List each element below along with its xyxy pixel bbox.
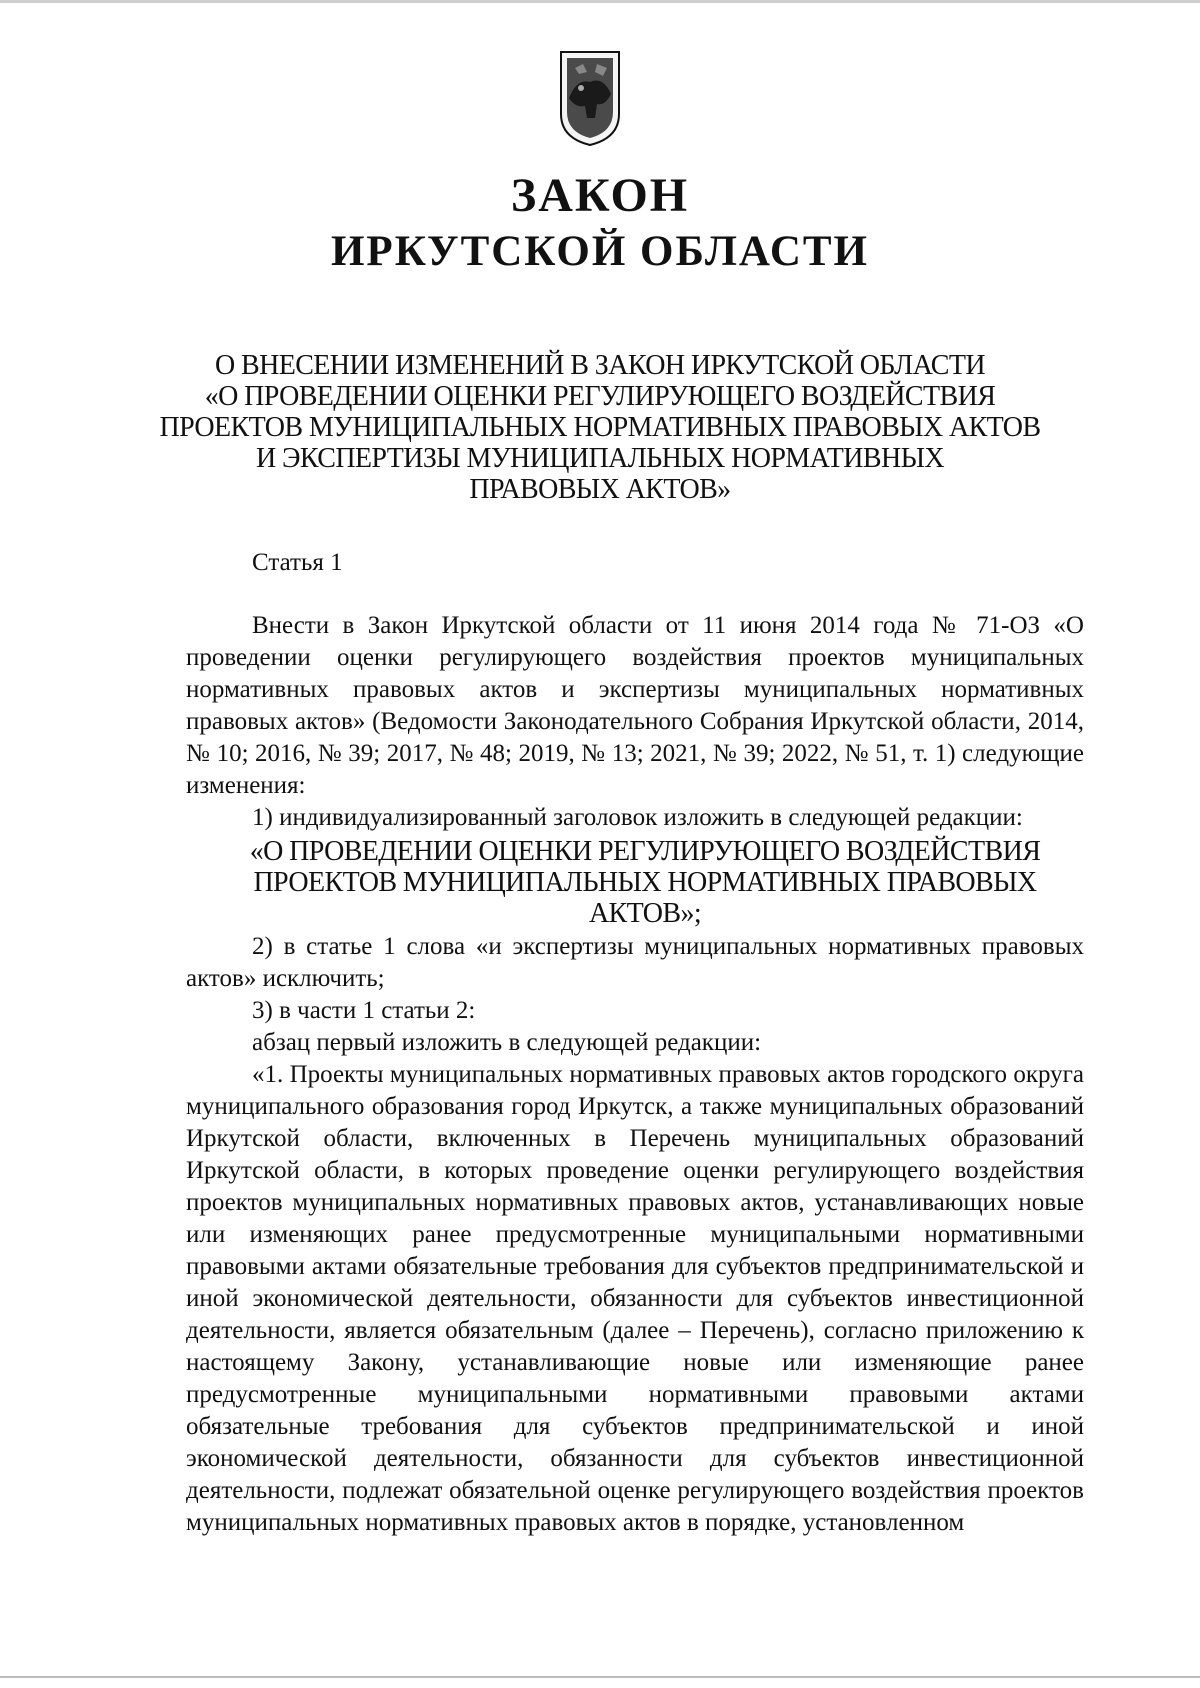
amended-title-line: «О ПРОВЕДЕНИИ ОЦЕНКИ РЕГУЛИРУЮЩЕГО ВОЗДЕЙСТВИЯ <box>249 836 1041 867</box>
subject-line: ПРАВОВЫХ АКТОВ» <box>469 474 731 505</box>
scan-top-edge <box>0 0 1200 3</box>
amendment-item-3-sub: абзац первый изложить в следующей редакции: <box>252 1029 762 1056</box>
law-region: ИРКУТСКОЙ ОБЛАСТИ <box>330 228 869 275</box>
amendment-item-3-quote: «1. Проекты муниципальных нормативных правовых актов городского округа муниципального образования город Иркутск, а также муниципальных образований Иркутской области, включенных в Перечень муниципальных образований Иркутской области, в которых проведение оценки регулирующего воздействия проектов муниципальных нормативных правовых актов, устанавливающих новые или изменяющих ранее предусмотренные муниципальными нормативными правовыми актами обязательные требования для субъектов предпринимательской и иной экономической деятельности, обязанности для субъектов инвестиционной деятельности, является обязательным (далее – Перечень), согласно приложению к настоящему Закону, устанавливающие новые или изменяющие ранее предусмотренные муниципальными нормативными правовыми актами обязательные требования для субъектов предпринимательской и иной экономической деятельности, обязанности для субъектов инвестиционной деятельности, подлежат обязательной оценке регулирующего воздействия проектов муниципальных нормативных правовых актов в порядке, установленном <box>186 1061 1084 1536</box>
amended-title-line: АКТОВ»; <box>588 898 702 929</box>
scan-bottom-edge <box>0 1676 1200 1678</box>
amended-title-line: ПРОЕКТОВ МУНИЦИПАЛЬНЫХ НОРМАТИВНЫХ ПРАВОВЫХ <box>253 867 1037 898</box>
article-body <box>186 610 1084 1539</box>
subject-line: «О ПРОВЕДЕНИИ ОЦЕНКИ РЕГУЛИРУЮЩЕГО ВОЗДЕЙСТВИЯ <box>204 381 996 412</box>
article-heading: Статья 1 <box>252 549 343 576</box>
amendment-item-3: 3) в части 1 статьи 2: <box>252 997 476 1024</box>
article-intro: Внести в Закон Иркутской области от 11 июня 2014 года № 71-ОЗ «О проведении оценки регулирующего воздействия проектов муниципальных нормативных правовых актов и экспертизы муниципальных нормативных правовых актов» (Ведомости Законодательного Собрания Иркутской области, 2014, № 10; 2016, № 39; 2017, № 48; 2019, № 13; 2021, № 39; 2022, № 51, т. 1) следующие изменения: <box>186 612 1084 799</box>
law-title: ЗАКОН <box>510 169 690 222</box>
subject-line: ПРОЕКТОВ МУНИЦИПАЛЬНЫХ НОРМАТИВНЫХ ПРАВОВЫХ АКТОВ <box>159 412 1041 443</box>
law-subject <box>150 350 1050 505</box>
amended-title <box>186 836 1084 929</box>
subject-line: И ЭКСПЕРТИЗЫ МУНИЦИПАЛЬНЫХ НОРМАТИВНЫХ <box>255 443 945 474</box>
amendment-item-2: 2) в статье 1 слова «и экспертизы муниципальных нормативных правовых актов» исключить; <box>186 933 1084 992</box>
subject-line: О ВНЕСЕНИИ ИЗМЕНЕНИЙ В ЗАКОН ИРКУТСКОЙ ОБЛАСТИ <box>215 350 985 381</box>
amendment-item-1: 1) индивидуализированный заголовок изложить в следующей редакции: <box>252 804 1023 831</box>
coat-of-arms-icon <box>557 48 623 148</box>
